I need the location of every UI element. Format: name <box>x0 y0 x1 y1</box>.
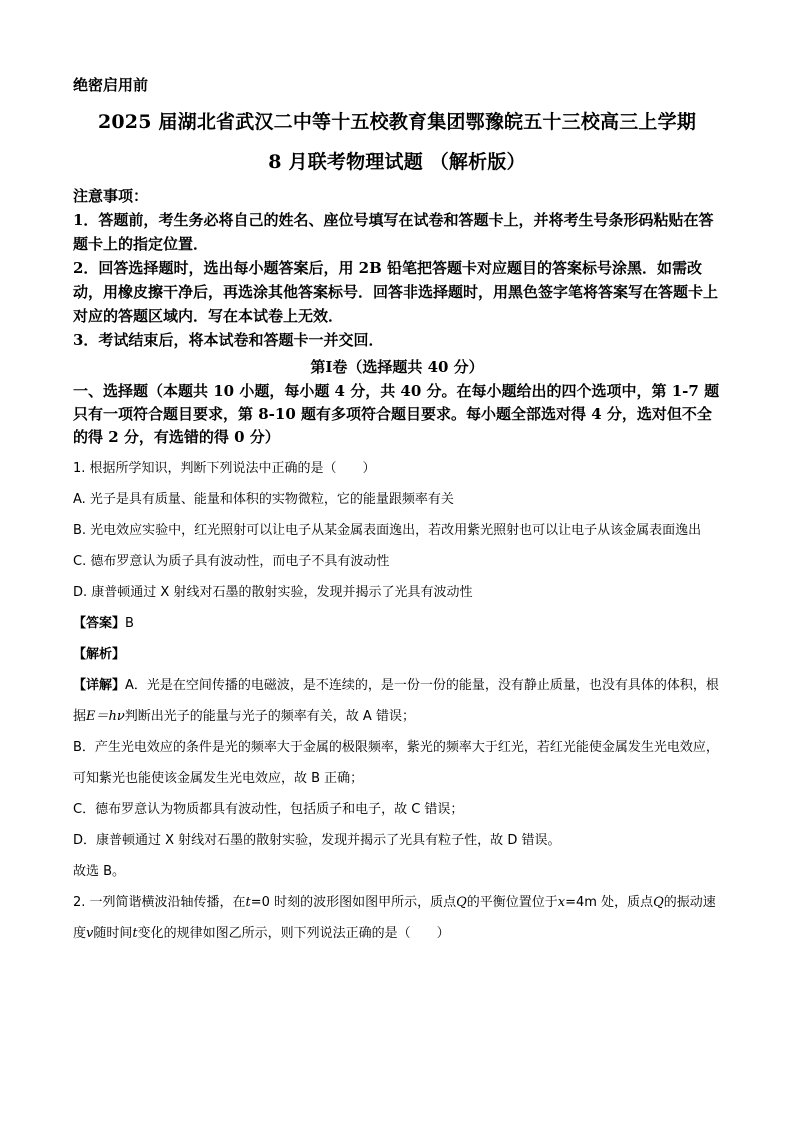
instruction-item-1: 1．答题前，考生务必将自己的姓名、座位号填写在试卷和答题卡上，并将考生号条形码粘贴在答题卡上的指定位置． <box>73 211 714 253</box>
var-v: v <box>86 926 94 941</box>
var-q: Q <box>653 895 664 910</box>
detail-a-text-2: 判断出光子的能量与光子的频率有关，故 A 错误； <box>124 709 415 724</box>
analysis-tag: 【解析】 <box>73 647 126 662</box>
var-x: x <box>557 895 566 910</box>
q2-text-3: 的平衡位置位于 <box>466 895 558 910</box>
q2-text-4: =4m 处，质点 <box>565 895 654 910</box>
section-description: 一、选择题（本题共 10 小题，每小题 4 分，共 40 分。在每小题给出的四个选项中，第 1-7 题只有一项符合题目要求，第 8-10 题有多项符合题目要求。每小题全部选对得 4 分，选对但不全的得 2 分，有选错的得 0 分） <box>73 382 720 446</box>
confidential-label: 绝密启用前 <box>73 76 149 94</box>
option-d: D. 康普顿通过 X 射线对石墨的散射实验，发现并揭示了光具有波动性 <box>73 585 473 600</box>
q2-text-2: =0 时刻的波形图如图甲所示，质点 <box>250 895 457 910</box>
question-1-stem: 1. 根据所学知识，判断下列说法中正确的是（ ） <box>73 461 376 476</box>
analysis-line <box>73 639 721 670</box>
detail-tag: 【详解】 <box>73 678 126 693</box>
instruction-item-2: 2．回答选择题时，选出每小题答案后，用 2B 铅笔把答题卡对应题目的答案标号涂黑．如需改动，用橡皮擦干净后，再选涂其他答案标号．回答非选择题时，用黑色签字笔将答案写在答题卡上对应的答题区域内．写在本试卷上无效． <box>73 259 719 325</box>
question-2 <box>73 887 721 949</box>
conclusion: 故选 B。 <box>73 864 126 879</box>
answer-value: B <box>125 616 134 631</box>
title-line-2: 8 月联考物理试题 （解析版） <box>268 151 526 173</box>
detail-d: D．康普顿通过 X 射线对石墨的散射实验，发现并揭示了光具有粒子性，故 D 错误。 <box>73 833 561 848</box>
document-title <box>73 102 721 182</box>
answer-line <box>73 608 721 639</box>
question-1 <box>73 453 721 887</box>
q2-text-5: 的振动速度 <box>73 895 716 941</box>
detail-a-text-1: A．光是在空间传播的电磁波，是不连续的，是一份一份的能量，没有静止质量，也没有具体的体积，根据 <box>73 678 719 724</box>
detail-a <box>73 670 721 732</box>
instructions <box>73 184 721 352</box>
var-q: Q <box>456 895 467 910</box>
part-title: 第Ⅰ卷（选择题共 40 分） <box>310 358 484 376</box>
var-t: t <box>132 926 138 941</box>
instruction-item-3: 3．考试结束后，将本试卷和答题卡一并交回． <box>73 331 384 349</box>
option-c: C. 德布罗意认为质子具有波动性，而电子不具有波动性 <box>73 554 390 569</box>
energy-formula: E＝hν <box>86 709 125 724</box>
detail-b: B．产生光电效应的条件是光的频率大于金属的极限频率，紫光的频率大于红光，若红光能使金属发生光电效应，可知紫光也能使该金属发生光电效应，故 B 正确； <box>73 740 719 786</box>
q2-text-6: 随时间 <box>93 926 133 941</box>
title-line-1: 2025 届湖北省武汉二中等十五校教育集团鄂豫皖五十三校高三上学期 <box>97 111 697 133</box>
detail-c: C．德布罗意认为物质都具有波动性，包括质子和电子，故 C 错误； <box>73 802 464 817</box>
instructions-heading: 注意事项： <box>73 187 149 205</box>
q2-text-1: 2. 一列简谐横波沿轴传播，在 <box>73 895 246 910</box>
question-2-stem <box>73 887 721 949</box>
option-a: A. 光子是具有质量、能量和体积的实物微粒，它的能量跟频率有关 <box>73 492 454 507</box>
option-b: B. 光电效应实验中，红光照射可以让电子从某金属表面逸出，若改用紫光照射也可以让电子从该金属表面逸出 <box>73 523 702 538</box>
var-t: t <box>245 895 251 910</box>
answer-tag: 【答案】 <box>73 616 126 631</box>
q2-text-7: 变化的规律如图乙所示，则下列说法正确的是（ ） <box>137 926 450 941</box>
